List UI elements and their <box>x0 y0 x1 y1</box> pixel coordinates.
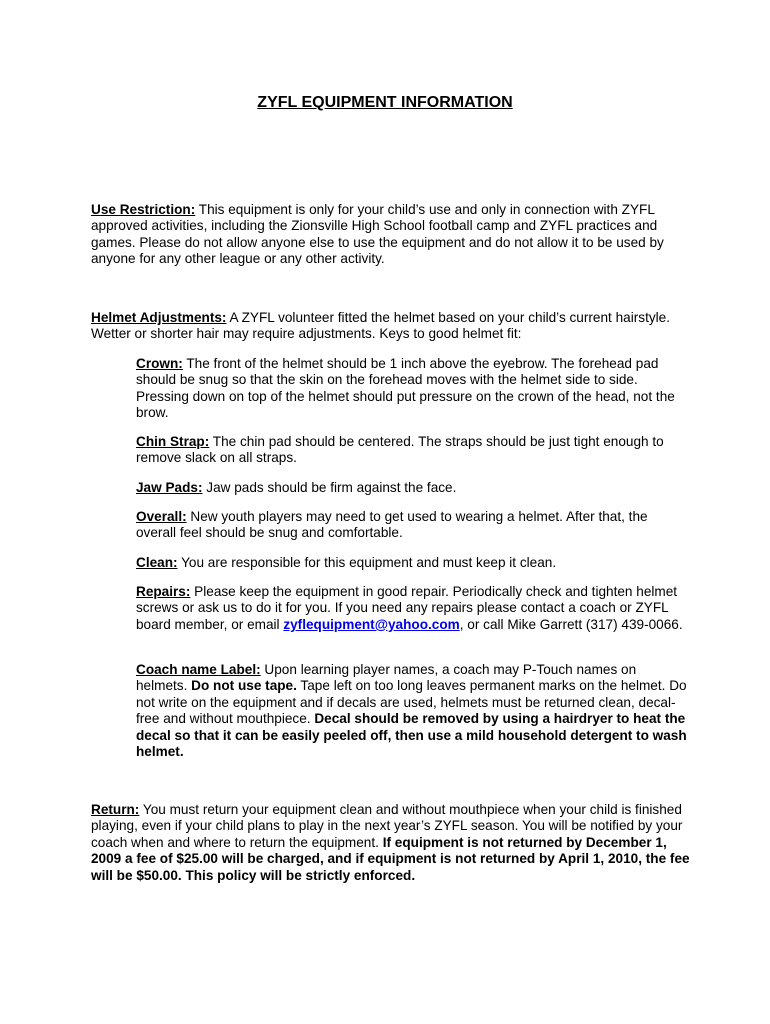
overall-text: New youth players may need to get used to wearing a helmet. After that, the overall feel should be snug and comfortable. <box>136 509 648 541</box>
return-text: You must return your equipment clean and without mouthpiece when your child is finished playing, even if your child plans to play in the next year’s ZYFL season. You will be notified by your coach when and where to return the equipment. <box>91 802 683 850</box>
clean-paragraph <box>136 555 691 571</box>
page-title: ZYFL EQUIPMENT INFORMATION <box>257 94 513 111</box>
coach-label-paragraph <box>136 662 691 760</box>
chin-strap-text: The chin pad should be centered. The straps should be just tight enough to remove slack on all straps. <box>136 434 664 466</box>
use-restriction-paragraph <box>91 202 691 268</box>
return-heading: Return: <box>91 802 140 817</box>
jaw-pads-heading: Jaw Pads: <box>136 480 203 495</box>
clean-text: You are responsible for this equipment and must keep it clean. <box>177 555 557 570</box>
chin-strap-heading: Chin Strap: <box>136 434 210 449</box>
crown-text: The front of the helmet should be 1 inch above the eyebrow. The forehead pad should be snug so that the skin on the forehead moves with the helmet side to side. Pressing down on top of the helmet should put pressure on the crown of the head, not the brow. <box>136 356 675 421</box>
clean-heading: Clean: <box>136 555 178 570</box>
overall-paragraph <box>136 509 691 542</box>
decal-removal-instruction: Decal should be removed by using a hairdryer to heat the decal so that it can be easily peeled off, then use a mild household detergent to wash helmet. <box>136 711 687 760</box>
use-restriction-text: This equipment is only for your child’s use and only in connection with ZYFL approved activities, including the Zionsville High School football camp and ZYFL practices and games. Please do not allow anyone else to use the equipment and do not allow it to be used by anyone for any other league or any other activity. <box>91 202 664 267</box>
helmet-adjustments-text: A ZYFL volunteer fitted the helmet based on your child’s current hairstyle. Wetter or shorter hair may require adjustments. Keys to good helmet fit: <box>91 310 670 342</box>
crown-paragraph <box>136 356 691 422</box>
coach-label-text-2: Tape left on too long leaves permanent marks on the helmet. Do not write on the equipment and if decals are used, helmets must be returned clean, decal-free and without mouthpiece. <box>136 678 687 727</box>
jaw-pads-paragraph <box>136 480 691 496</box>
helmet-adjustments-paragraph <box>91 310 691 343</box>
crown-heading: Crown: <box>136 356 183 371</box>
no-tape-warning: Do not use tape. <box>191 678 297 694</box>
repairs-paragraph <box>136 584 691 633</box>
repairs-heading: Repairs: <box>136 584 191 599</box>
coach-label-text: Upon learning player names, a coach may P-Touch names on helmets. <box>136 662 637 694</box>
jaw-pads-text: Jaw pads should be firm against the face. <box>202 480 457 495</box>
repairs-text-end: , or call Mike Garrett (317) 439-0066. <box>459 616 683 632</box>
chin-strap-paragraph <box>136 434 691 467</box>
helmet-adjustments-heading: Helmet Adjustments: <box>91 310 227 325</box>
return-fee-policy: If equipment is not returned by December 1, 2009 a fee of $25.00 will be charged, and if equipment is not returned by April 1, 2010, the fee will be $50.00. This policy will be strictly enforced. <box>91 834 690 883</box>
use-restriction-heading: Use Restriction: <box>91 202 196 217</box>
email-link[interactable]: zyflequipment@yahoo.com <box>283 616 460 632</box>
repairs-text: Please keep the equipment in good repair. Periodically check and tighten helmet screws or ask us to do it for you. If you need any repairs please contact a coach or ZYFL board member, or email <box>136 584 678 632</box>
coach-label-heading: Coach name Label: <box>136 662 261 677</box>
overall-heading: Overall: <box>136 509 187 524</box>
return-paragraph <box>91 802 691 884</box>
